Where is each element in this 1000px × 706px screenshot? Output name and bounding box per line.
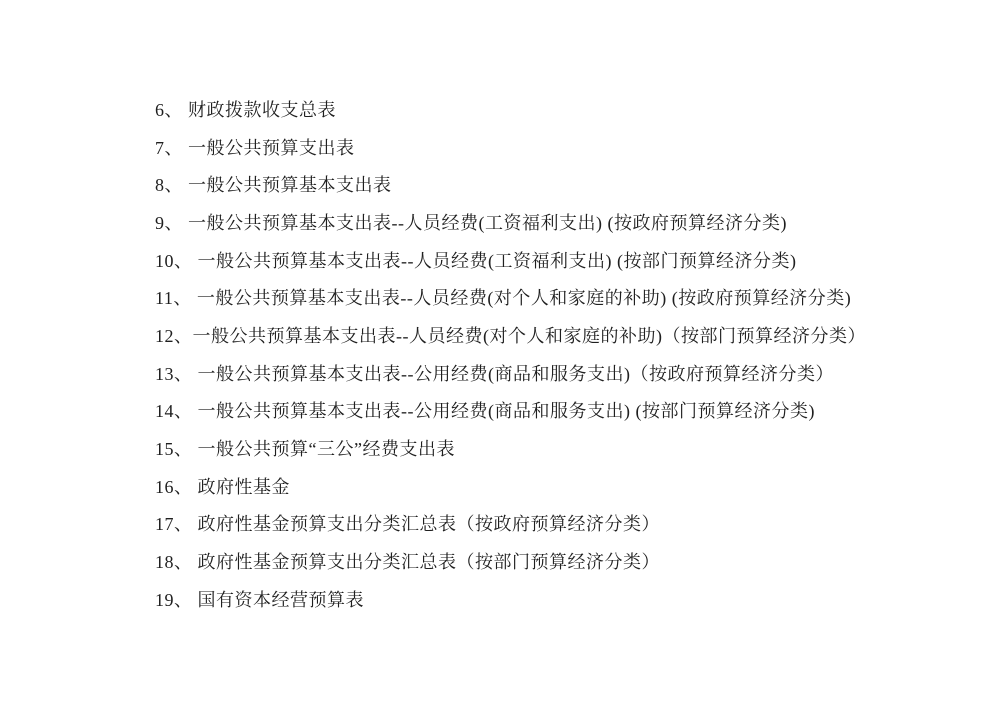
list-item (155, 241, 960, 279)
list-item (155, 278, 960, 316)
list-item (155, 354, 960, 392)
list-item-text: 14、 一般公共预算基本支出表--公用经费(商品和服务支出) (按部门预算经济分类) (155, 401, 815, 422)
list-item-text: 17、 政府性基金预算支出分类汇总表（按政府预算经济分类） (155, 514, 660, 535)
list-item-text: 7、 一般公共预算支出表 (155, 137, 355, 158)
list-item (155, 203, 960, 241)
list-item-text: 8、 一般公共预算基本支出表 (155, 175, 392, 196)
list-item (155, 316, 960, 354)
list-item (155, 165, 960, 203)
list-item (155, 128, 960, 166)
list-item-text: 12、一般公共预算基本支出表--人员经费(对个人和家庭的补助)（按部门预算经济分类） (155, 325, 866, 346)
list-item-text: 11、 一般公共预算基本支出表--人员经费(对个人和家庭的补助) (按政府预算经济分类) (155, 288, 852, 309)
list-item (155, 580, 960, 618)
list-item (155, 542, 960, 580)
list-item-text: 6、 财政拨款收支总表 (155, 99, 336, 120)
list-item-text: 15、 一般公共预算“三公”经费支出表 (155, 439, 455, 460)
list-item-text: 18、 政府性基金预算支出分类汇总表（按部门预算经济分类） (155, 552, 660, 573)
list-item-text: 19、 国有资本经营预算表 (155, 589, 364, 610)
list-item-text: 9、 一般公共预算基本支出表--人员经费(工资福利支出) (按政府预算经济分类) (155, 212, 787, 233)
list-item-text: 16、 政府性基金 (155, 476, 290, 497)
list-item-text: 10、 一般公共预算基本支出表--人员经费(工资福利支出) (按部门预算经济分类) (155, 250, 797, 271)
list-item (155, 429, 960, 467)
list-item (155, 392, 960, 430)
list-item-text: 13、 一般公共预算基本支出表--公用经费(商品和服务支出)（按政府预算经济分类） (155, 363, 834, 384)
budget-table-list (155, 90, 960, 618)
list-item (155, 467, 960, 505)
list-item (155, 505, 960, 543)
list-item (155, 90, 960, 128)
